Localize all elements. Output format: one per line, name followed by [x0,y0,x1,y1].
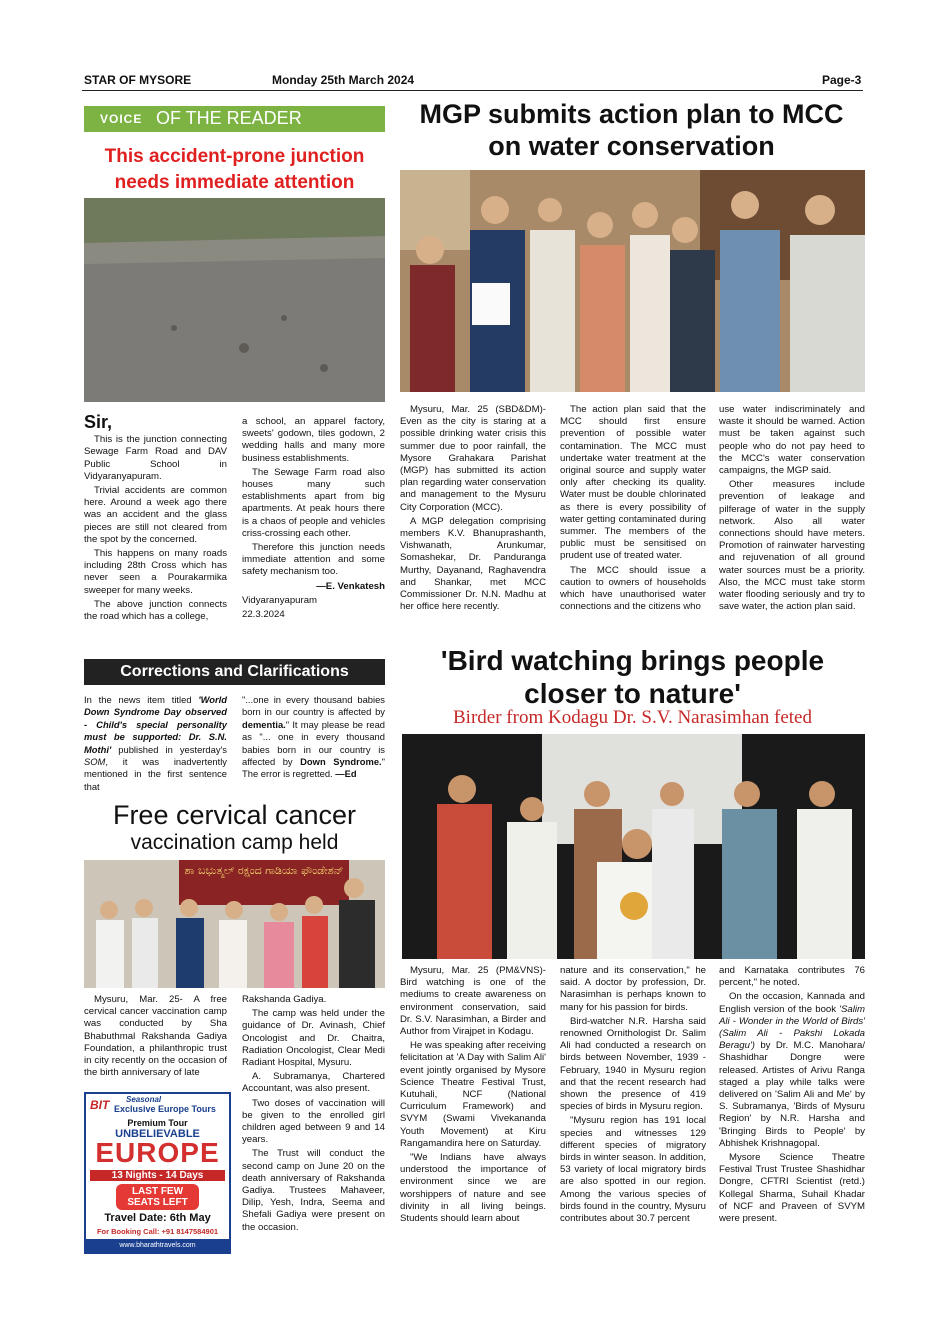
ad-europe: EUROPE [95,1137,220,1168]
page-number: Page-3 [822,73,862,87]
bird-photo-art [402,734,865,959]
corrections-text: published in yesterday's [111,743,227,755]
voice-para: Therefore this junction needs immediate attention and some safety mechanism too. [242,542,385,578]
bird-headline-line: closer to nature' [524,678,741,709]
mgp-photo [400,170,865,392]
mgp-col-1 [400,404,546,615]
voice-tag: VOICE [100,112,143,126]
bird-para: Mysore Science Theatre Festival Trust Trustee Shashidhar Dongre, CFTRI Scientist (retd.) Kollegal Sharma, Suhail Khadar of NCF and Praveen of SVYM were present. [719,1152,865,1225]
ad-booking[interactable]: For Booking Call: +91 8147584901 [96,1227,219,1236]
corrections-text: , it was inadvertently mentioned in the first sentence that [84,756,227,792]
europe-tour-ad[interactable] [84,1092,231,1254]
voice-para: Trivial accidents are common here. Around a week ago there was an accident and the glass pieces are still not cleared from the spot by the concerned. [84,485,227,545]
cervical-para: Two doses of vaccination will be given to the enrolled girl children aged between 9 and 14 years. [242,1097,385,1146]
bird-para: nature and its conservation," he said. A doctor by profession, Dr. Narasimhan is perhaps known to many for his passion for birds. [560,965,706,1013]
voice-col-2 [242,416,385,623]
ad-seasonal: Seasonal [126,1095,162,1104]
bird-text: On the occasion, Kannada and English version of the book [719,991,865,1015]
bird-col-2 [560,965,706,1227]
junction-photo [84,198,385,402]
junction-photo-art [84,198,385,402]
ad-seats-left: SEATS LEFT [127,1197,188,1208]
cervical-col-1 [84,994,227,1081]
corrections-som: SOM [84,756,106,768]
mgp-para: The action plan said that the MCC should first ensure prevention of possible water contamination. The MCC must undertake water treatment at the original source and supply water only after checking its quality. Water must be double chlorinated as there is every possibility of water getting contaminated during summer. The members of the public must be sensitised on prudent use of treated water. [560,404,706,562]
voice-para: This happens on many roads including 28th Cross which has never seen a Pourakarmika sweeper for many weeks. [84,548,227,596]
ad-website[interactable]: www.bharathtravels.com [86,1239,229,1252]
voice-para: The above junction connects the road which has a college, [84,598,227,623]
voice-col-1 [84,412,227,625]
bird-col-3 [719,965,865,1227]
ad-exclusive: Exclusive Europe Tours [114,1104,216,1114]
voice-salutation: Sir, [84,412,113,432]
corrections-text: " It may please be read as "... one in every thousand babies born in our country is affected by [242,718,385,768]
bird-photo [402,734,865,959]
mgp-photo-art [400,170,865,392]
bird-para: and Karnataka contributes 76 percent," he noted. [719,965,865,989]
ad-nights: 13 Nights - 14 Days [90,1170,225,1181]
cervical-headline-line: Free cervical cancer [112,800,357,830]
voice-headline-line: This accident-prone junction [104,146,365,167]
masthead-rule [82,90,863,91]
cervical-para: Rakshanda Gadiya. [242,994,327,1005]
paper-name: STAR OF MYSORE [84,73,192,87]
ad-last-few: LAST FEW [131,1186,184,1197]
mgp-col-3 [719,404,865,615]
corrections-news-title: 'World Down Syndrome Day observed - Child's special personality must be supported: Dr. S.N. Mothi' [84,694,227,755]
bird-para: Mysuru, Mar. 25 (PM&VNS)- Bird watching is one of the mediums to create awareness on environment conservation, said Dr. S.V. Narasimhan, a Birder and Author from Virajpet in Kodagu. [400,965,546,1038]
bird-headline-line: 'Bird watching brings people [440,645,825,676]
voice-sign-place: Vidyaranyapuram [242,594,318,606]
bird-col-1 [400,965,546,1227]
mgp-para: use water indiscriminately and waste it should be warned. Action must be taken against such people who do not pay heed to the MCC's water conservation campaigns, the MGP said. [719,404,865,477]
mgp-headline-line: on water conservation [488,131,775,161]
bird-text: by Dr. M.C. Manohara/ Shashidhar Dongre were released. Artistes of Arivu Ranga staged a play while talks were delivered on 'Salim Ali and Me' by S. Subramanya, 'Birds of Mysuru Region' by N.R. Harsha and 'Bringing Birds to People' by Abhishek Krishnagopal. [719,1040,865,1149]
voice-tag-rest: OF THE READER [156,108,302,128]
mgp-headline [398,98,865,162]
cervical-photo-art [84,860,385,988]
mgp-para: Mysuru, Mar. 25 (SBD&DM)- Even as the city is staring at a possible drinking water crisis this summer due to poor rainfall, the Mysore Grahakara Parishat (MGP) has submitted its action plan regarding water conservation and management to the Mysuru City Corporation (MCC). [400,404,546,513]
corrections-text: " The error is regretted. [242,756,385,780]
mgp-para: The MCC should issue a caution to owners of households which have unauthorised water connections and the citizens who [560,564,706,613]
mgp-headline-line: MGP submits action plan to MCC [419,99,844,129]
voice-para: This is the junction connecting Sewage Farm Road and DAV Public School in Vidyaranyapuram. [84,434,227,482]
cervical-para: The Trust will conduct the second camp on June 20 on the death anniversary of Rakshanda Gadiya. Trustees Mahaveer, Dilip, Yesh, Indra, Seema and Shefali Gadiya were present on the occasion. [242,1148,385,1233]
mgp-para: Other measures include prevention of leakage and pilferage of water in the supply network. Also all water connections should have meters. Promotion of rainwater harvesting and rejuvenation of all ground water sources must be a priority. Also, the MCC must take storm water flooding seriously and try to save water, the action plan said. [719,479,865,613]
corrections-wrong-term: dementia. [242,718,286,730]
corrections-text: In the news item titled [84,694,199,705]
voice-para: The Sewage Farm road also houses many such establishments apart from big apartments. At peak hours there is a chaos of people and vehicles criss-crossing each other. [242,466,385,539]
cervical-para: The camp was held under the guidance of Dr. Avinash, Chief Oncologist and Dr. Chaitra, Radiation Oncologist, Clear Medi Radiant Hospital, Mysuru. [242,1008,385,1069]
cervical-col-2 [242,994,385,1236]
voice-headline-line: needs immediate attention [114,172,355,193]
ad-premium: Premium Tour [127,1118,188,1128]
corrections-col-1 [84,694,227,793]
ad-travel-date: Travel Date: 6th May [104,1212,211,1224]
cervical-banner-text: ಶಾ ಬಭುತ್ಮಲ್ ರಕ್ಷಂದ ಗಾಡಿಯಾ ಫೌಂಡೇಶನ್ [184,864,344,877]
bird-para: "We Indians have always understood the importance of environment since we are worshippers of nature and see divinity in all living beings. Students should learn about [400,1152,546,1225]
corrections-title: Corrections and Clarifications [84,659,385,685]
cervical-para: A. Subramanya, Chartered Accountant, was also present. [242,1071,385,1095]
bird-para: "Mysuru region has 191 local species and witnesses 129 different species of migratory birds in winter season. In addition, 53 variety of local migratory birds are also spotted in our region. Among the various species of birds found in the country, Mysuru contributes about 30.7 percent [560,1115,706,1225]
ad-unbelievable: UNBELIEVABLE [115,1128,200,1140]
voice-signature: —E. Venkatesh [316,580,385,592]
voice-sign-date: 22.3.2024 [242,609,285,621]
mgp-para: A MGP delegation comprising members K.V. Bhanuprashanth, Vishwanath, Arunkumar, Somashekar, Dr. Panduranga Murthy, Dayanand, Raghavendra and Shankar, met MCC Commissioner Dr. N.N. Madhu at her office here recently. [400,515,546,613]
cervical-headline [84,800,385,856]
bird-para: He was speaking after receiving felicitation at 'A Day with Salim Ali' event jointly organised by Mysore Science Theatre Festival Trust, Kutuhali, NCF (National Curriculum Framework) and SVYM (Swami Vivekananda Youth Movement) at Kiru Rangamandira here on Saturday. [400,1040,546,1149]
cervical-headline-line: vaccination camp held [130,831,339,854]
mgp-col-2 [560,404,706,615]
ad-logo: BIT [90,1098,110,1112]
ad-last-few-badge [116,1184,199,1210]
corrections-right-term: Down Syndrome. [300,756,382,768]
cervical-photo [84,860,385,988]
issue-date: Monday 25th March 2024 [272,73,415,87]
bird-subhead: Birder from Kodagu Dr. S.V. Narasimhan feted [453,707,812,728]
corrections-sign: —Ed [335,768,357,780]
bird-book-title: 'Salim Ali - Wonder in the World of Birds' (Salim Ali - Pakshi Lokada Beragu') [719,1003,865,1052]
bird-para: Bird-watcher N.R. Harsha said renowned Ornithologist Dr. Salim Ali had conducted a research on birds between November, 1939 - February, 1940 in Mysuru region and that the recent research had shown the presence of 419 species of birds in Mysuru region. [560,1015,706,1113]
voice-headline [84,144,385,196]
voice-para: a school, an apparel factory, sweets' godown, tiles godown, 2 wedding halls and many more business establishments. [242,416,385,464]
corrections-text: "...one in every thousand babies born in our country is affected by [242,694,385,718]
bird-headline [400,644,865,710]
corrections-col-2 [242,694,385,781]
voice-banner [84,106,385,132]
cervical-para: Mysuru, Mar. 25- A free cervical cancer vaccination camp was conducted by Sha Bhabuthmal Rakshanda Gadiya Foundation, a philanthropic trust in city recently on the occasion of the birth anniversary of late [84,994,227,1079]
